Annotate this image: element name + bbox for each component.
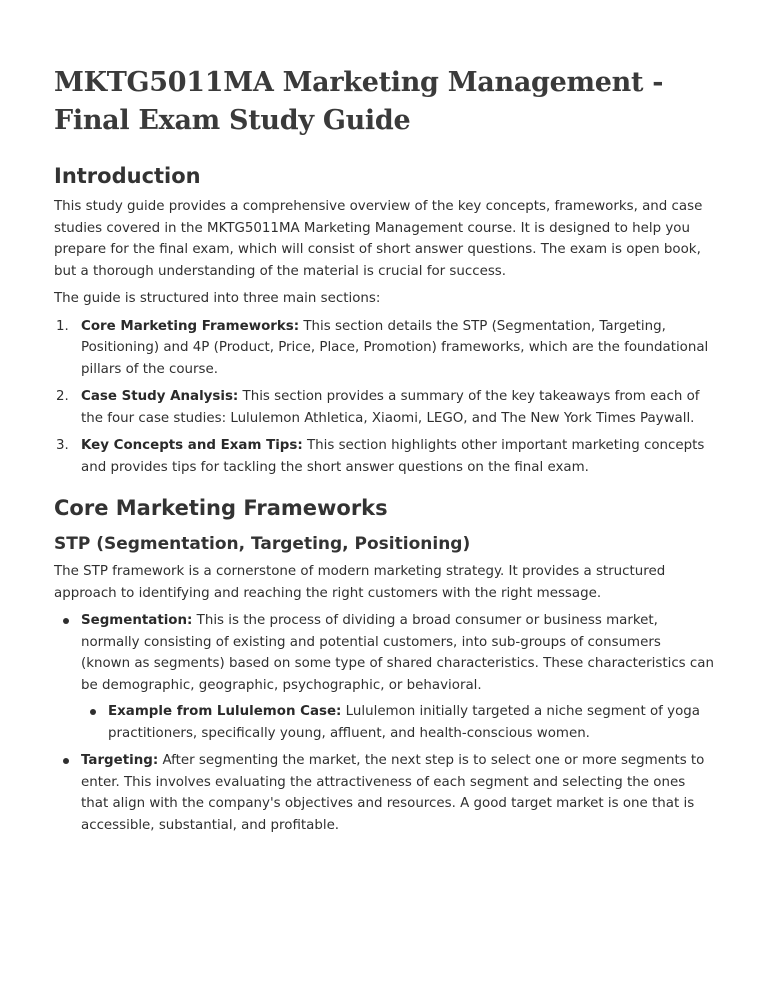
introduction-paragraph: This study guide provides a comprehensive overview of the key concepts, frameworks, and case studies covered in the MKTG5011MA Marketing Management course. It is designed to help you prepare for the final exam, which will consist of short answer questions. The exam is open book, but a thorough understanding of the material is crucial for success.	[54, 199, 703, 279]
document-page	[54, 64, 714, 842]
list-item	[54, 435, 714, 478]
list-number: 2.	[56, 389, 69, 404]
core-frameworks-heading: Core Marketing Frameworks	[54, 496, 388, 520]
list-item-text: After segmenting the market, the next step is to select one or more segments to enter. This involves evaluating the attractiveness of each segment and selecting the ones that align with the company's objectives and resources. A good target market is one that is accessible, substantial, and profitable.	[81, 753, 705, 833]
bullet-icon	[63, 758, 69, 764]
structure-paragraph: The guide is structured into three main sections:	[54, 291, 381, 306]
stp-heading: STP (Segmentation, Targeting, Positioning)	[54, 534, 471, 554]
list-item-title: Key Concepts and Exam Tips:	[81, 438, 303, 453]
list-item-title: Targeting:	[81, 753, 159, 768]
list-item	[54, 386, 714, 429]
document-title: MKTG5011MA Marketing Management - Final Exam Study Guide	[54, 67, 664, 136]
core-frameworks-section	[54, 494, 714, 836]
bullet-icon	[90, 709, 96, 715]
list-item-title: Example from Lululemon Case:	[108, 704, 342, 719]
list-item	[54, 610, 714, 744]
list-item	[54, 316, 714, 381]
list-number: 1.	[56, 318, 69, 334]
list-item-text: This section provides a summary of the key takeaways from each of the four case studies: Lululemon Athletica, Xiaomi, LEGO, and The New York Times Paywall.	[81, 389, 700, 426]
bullet-icon	[63, 618, 69, 624]
list-item-title: Core Marketing Frameworks:	[81, 318, 300, 334]
list-item-title: Segmentation:	[81, 613, 193, 628]
list-item-text: This section highlights other important marketing concepts and provides tips for tackling the short answer questions on the final exam.	[81, 438, 705, 475]
list-item-text: Lululemon initially targeted a niche segment of yoga practitioners, specifically young, affluent, and health-conscious women.	[108, 704, 700, 741]
introduction-heading: Introduction	[54, 164, 201, 188]
list-item-text: This section details the STP (Segmentation, Targeting, Positioning) and 4P (Product, Price, Place, Promotion) frameworks, which are the foundational pillars of the course.	[81, 318, 709, 377]
list-item-text: This is the process of dividing a broad consumer or business market, normally consisting of existing and potential customers, into sub-groups of consumers (known as segments) based on some type of shared characteristics. These characteristics can be demographic, geographic, psychographic, or behavioral.	[81, 613, 714, 693]
stp-paragraph: The STP framework is a cornerstone of modern marketing strategy. It provides a structured approach to identifying and reaching the right customers with the right message.	[54, 564, 666, 601]
nested-list	[81, 701, 714, 744]
list-item	[54, 750, 714, 836]
introduction-section	[54, 162, 714, 478]
list-item-title: Case Study Analysis:	[81, 389, 239, 404]
sections-list	[54, 316, 714, 479]
stp-list	[54, 610, 714, 836]
list-item	[81, 701, 714, 744]
list-number: 3.	[56, 438, 69, 453]
